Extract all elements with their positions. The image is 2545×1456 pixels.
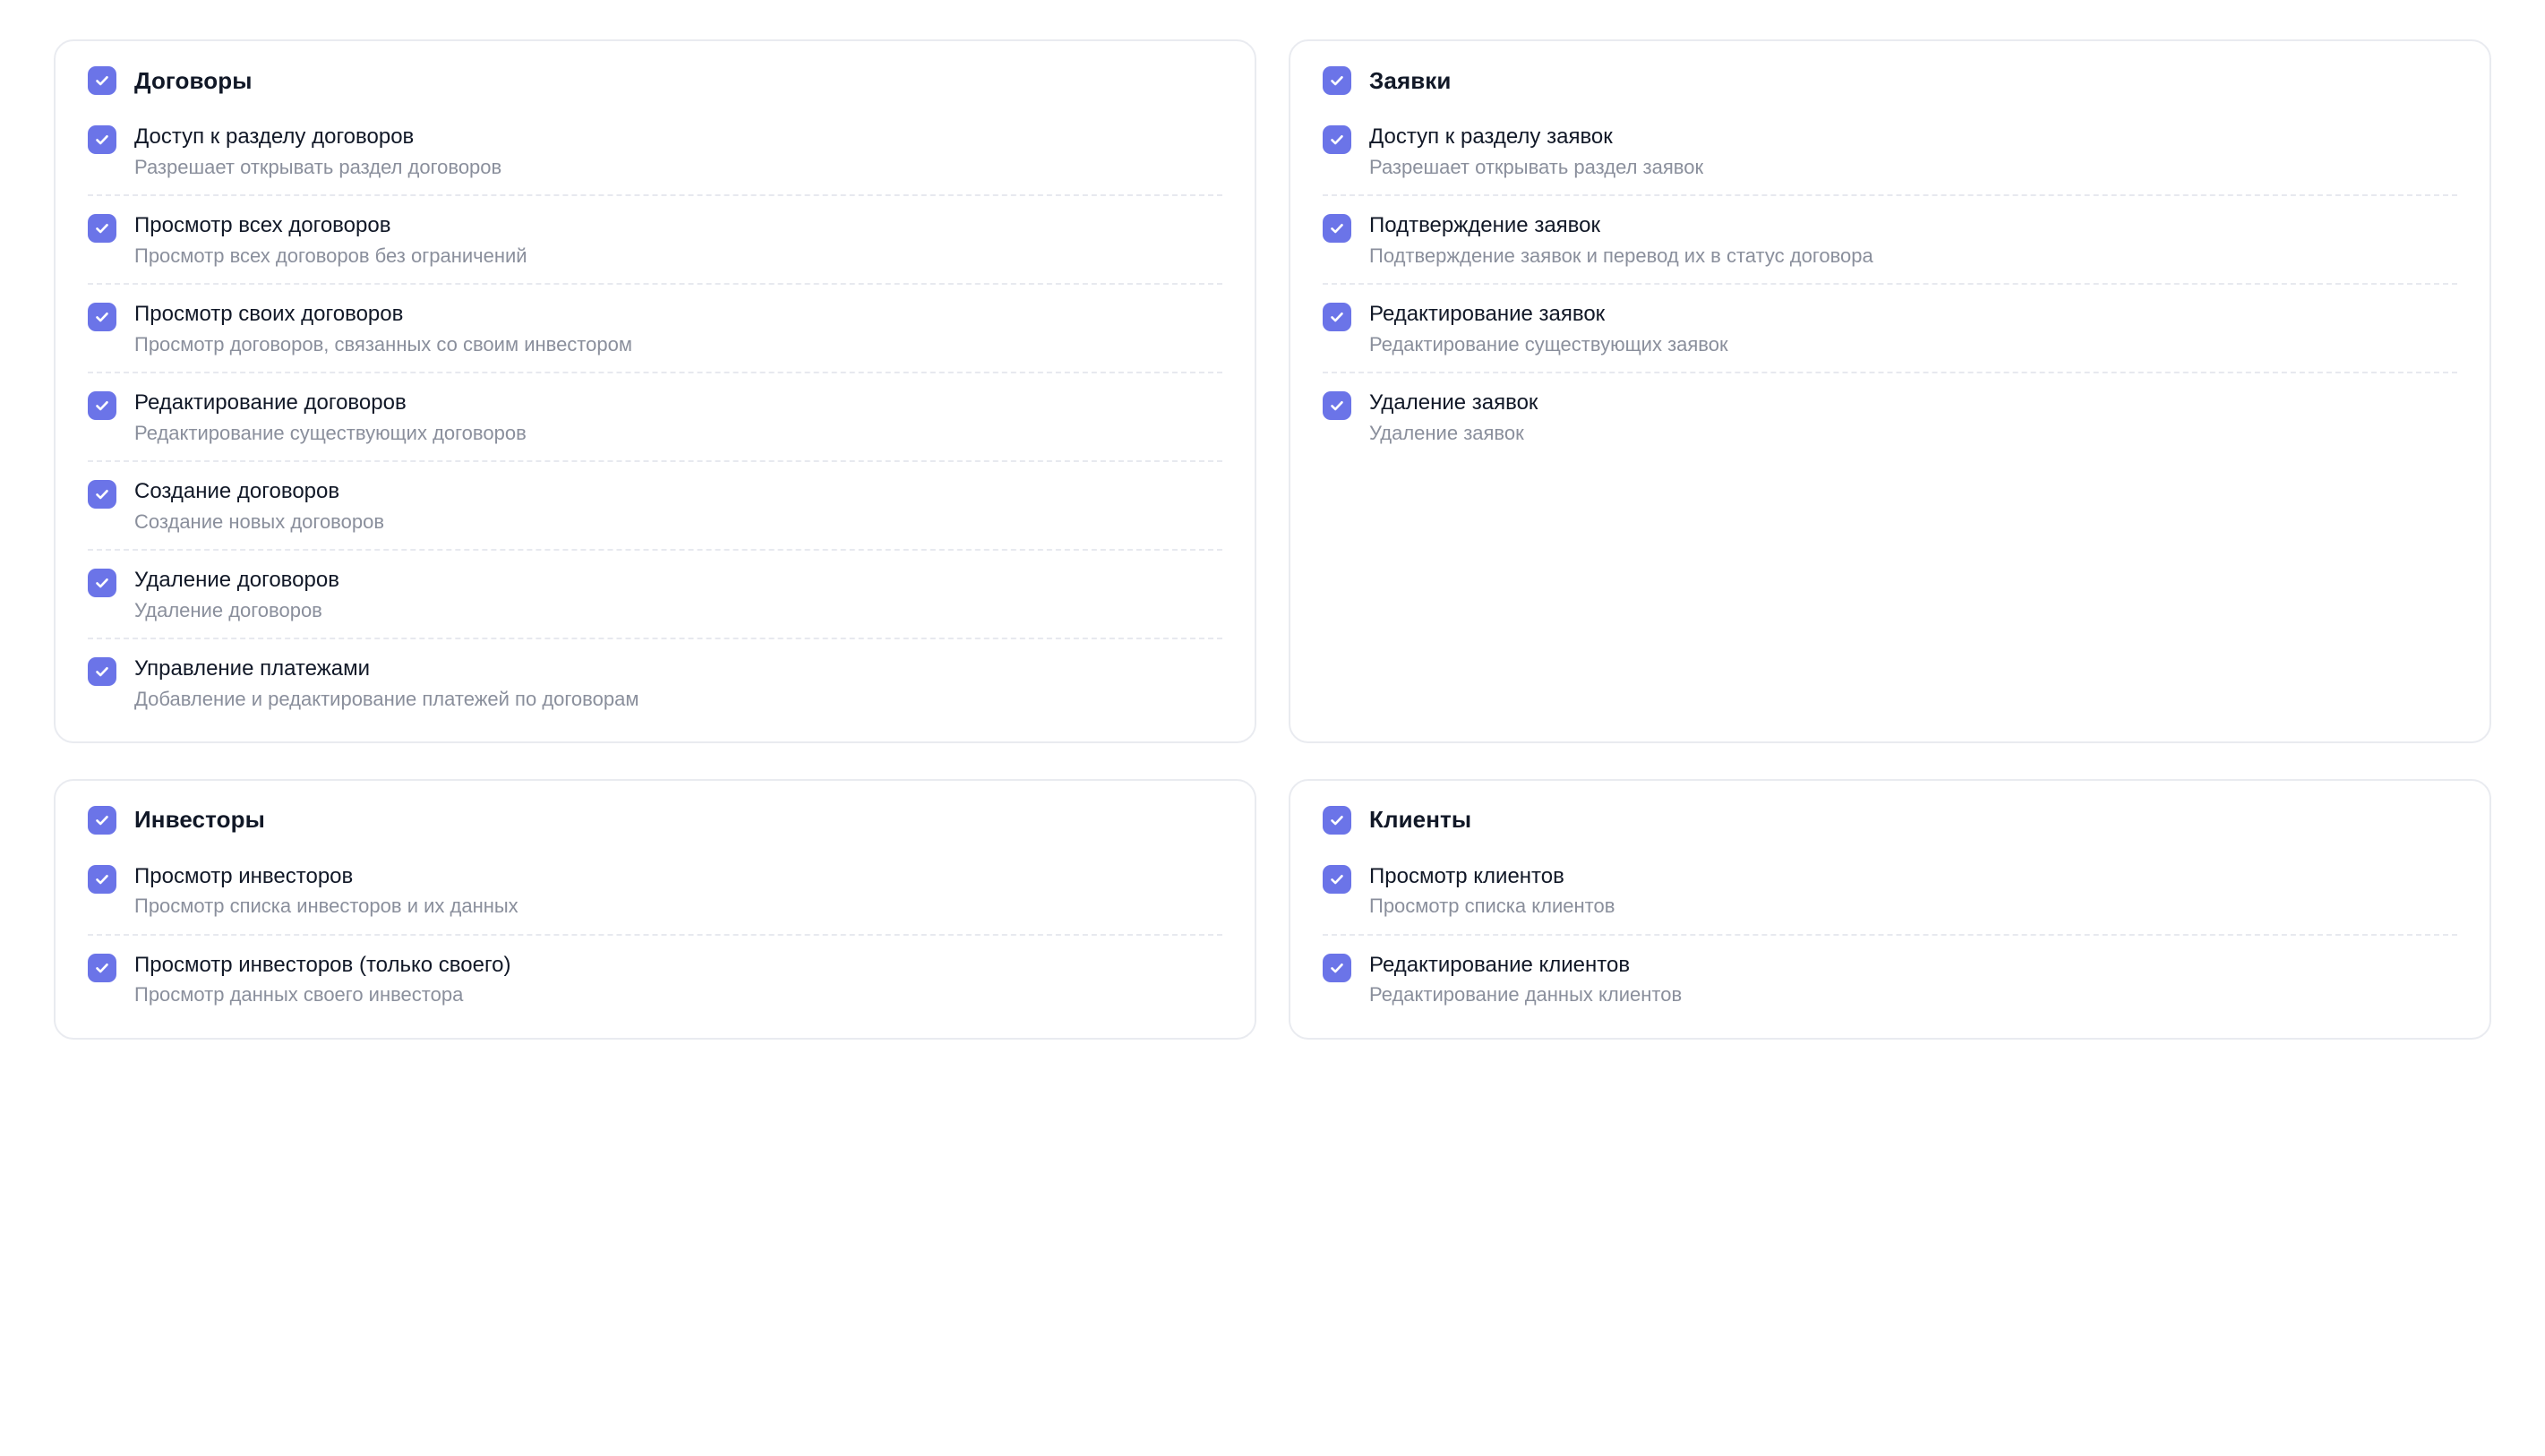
permission-checkbox-2-1[interactable] [88,954,116,982]
permission-card [54,779,1256,1040]
permission-text [134,567,339,622]
permission-card-header[interactable] [1323,806,2457,847]
permission-text [134,863,518,919]
card-checkbox-3[interactable] [1323,806,1351,835]
permission-item[interactable] [88,285,1222,373]
permission-card-title: Заявки [1369,66,1452,94]
permission-label: Просмотр всех договоров [134,212,391,237]
permission-checkbox-1-1[interactable] [1323,214,1351,243]
permission-item[interactable] [1323,373,2457,449]
permission-item[interactable] [88,639,1222,715]
permission-description: Создание новых договоров [134,510,385,533]
permission-label: Доступ к разделу заявок [1369,124,1613,149]
permission-text [1369,863,1615,919]
permission-text [134,124,501,179]
permission-checkbox-0-4[interactable] [88,480,116,509]
permission-description: Просмотр всех договоров без ограничений [134,244,527,267]
permission-list [1323,847,2457,1011]
permission-description: Редактирование существующих договоров [134,421,527,444]
permission-card-header[interactable] [88,66,1222,107]
permission-text [134,390,527,445]
permission-label: Просмотр инвесторов [134,863,354,888]
permission-card [1289,779,2491,1040]
permission-item[interactable] [88,551,1222,639]
permission-description: Удаление заявок [1369,421,1524,444]
permission-description: Добавление и редактирование платежей по договорам [134,687,639,710]
permission-text [1369,952,1682,1007]
permission-label: Удаление заявок [1369,390,1538,415]
permission-text [134,212,527,268]
permission-checkbox-0-3[interactable] [88,391,116,420]
permission-checkbox-1-2[interactable] [1323,303,1351,331]
permission-list [1323,107,2457,449]
permission-list [88,107,1222,715]
permission-card-title: Клиенты [1369,806,1472,834]
permission-text [134,655,638,711]
permission-card [1289,39,2491,743]
permission-label: Просмотр клиентов [1369,863,1564,888]
permission-checkbox-1-0[interactable] [1323,125,1351,154]
permission-label: Просмотр инвесторов (только своего) [134,952,511,977]
permission-label: Редактирование клиентов [1369,952,1631,977]
permission-checkbox-0-1[interactable] [88,214,116,243]
permission-description: Подтверждение заявок и перевод их в статус договора [1369,244,1873,267]
permission-checkbox-2-0[interactable] [88,865,116,894]
permission-item[interactable] [88,462,1222,551]
permission-label: Редактирование договоров [134,390,407,415]
permission-checkbox-0-5[interactable] [88,569,116,597]
permission-item[interactable] [1323,107,2457,196]
permission-item[interactable] [88,196,1222,285]
permission-card-title: Договоры [134,66,253,94]
permission-label: Просмотр своих договоров [134,301,404,326]
permission-description: Разрешает открывать раздел заявок [1369,155,1704,178]
permission-item[interactable] [1323,936,2457,1011]
permission-checkbox-0-0[interactable] [88,125,116,154]
permission-card-header[interactable] [88,806,1222,847]
permission-checkbox-3-0[interactable] [1323,865,1351,894]
permission-text [1369,212,1873,268]
permission-item[interactable] [1323,285,2457,373]
permission-checkbox-0-2[interactable] [88,303,116,331]
permission-text [134,478,384,534]
permission-description: Разрешает открывать раздел договоров [134,155,502,178]
card-checkbox-2[interactable] [88,806,116,835]
permission-card-header[interactable] [1323,66,2457,107]
permission-checkbox-3-1[interactable] [1323,954,1351,982]
permission-text [1369,124,1703,179]
permission-description: Удаление договоров [134,598,322,621]
permission-label: Доступ к разделу договоров [134,124,415,149]
permission-item[interactable] [88,847,1222,936]
permission-card [54,39,1256,743]
permission-label: Подтверждение заявок [1369,212,1600,237]
card-checkbox-1[interactable] [1323,66,1351,95]
permission-text [134,301,632,356]
permission-card-title: Инвесторы [134,806,265,834]
permission-description: Просмотр договоров, связанных со своим инвестором [134,332,632,355]
permission-label: Создание договоров [134,478,340,503]
permission-text [134,952,511,1007]
permission-item[interactable] [1323,847,2457,936]
permission-item[interactable] [88,107,1222,196]
permission-checkbox-0-6[interactable] [88,657,116,686]
permission-label: Удаление договоров [134,567,339,592]
permission-label: Управление платежами [134,655,371,681]
card-checkbox-0[interactable] [88,66,116,95]
permission-description: Просмотр списка клиентов [1369,895,1615,918]
permission-description: Просмотр данных своего инвестора [134,983,464,1006]
permission-description: Редактирование существующих заявок [1369,332,1728,355]
permission-checkbox-1-3[interactable] [1323,391,1351,420]
permission-list [88,847,1222,1011]
permission-item[interactable] [1323,196,2457,285]
permission-text [1369,390,1538,445]
permission-item[interactable] [88,373,1222,462]
permission-description: Редактирование данных клиентов [1369,983,1683,1006]
permission-item[interactable] [88,936,1222,1011]
permission-label: Редактирование заявок [1369,301,1606,326]
permission-description: Просмотр списка инвесторов и их данных [134,895,518,918]
permission-text [1369,301,1728,356]
